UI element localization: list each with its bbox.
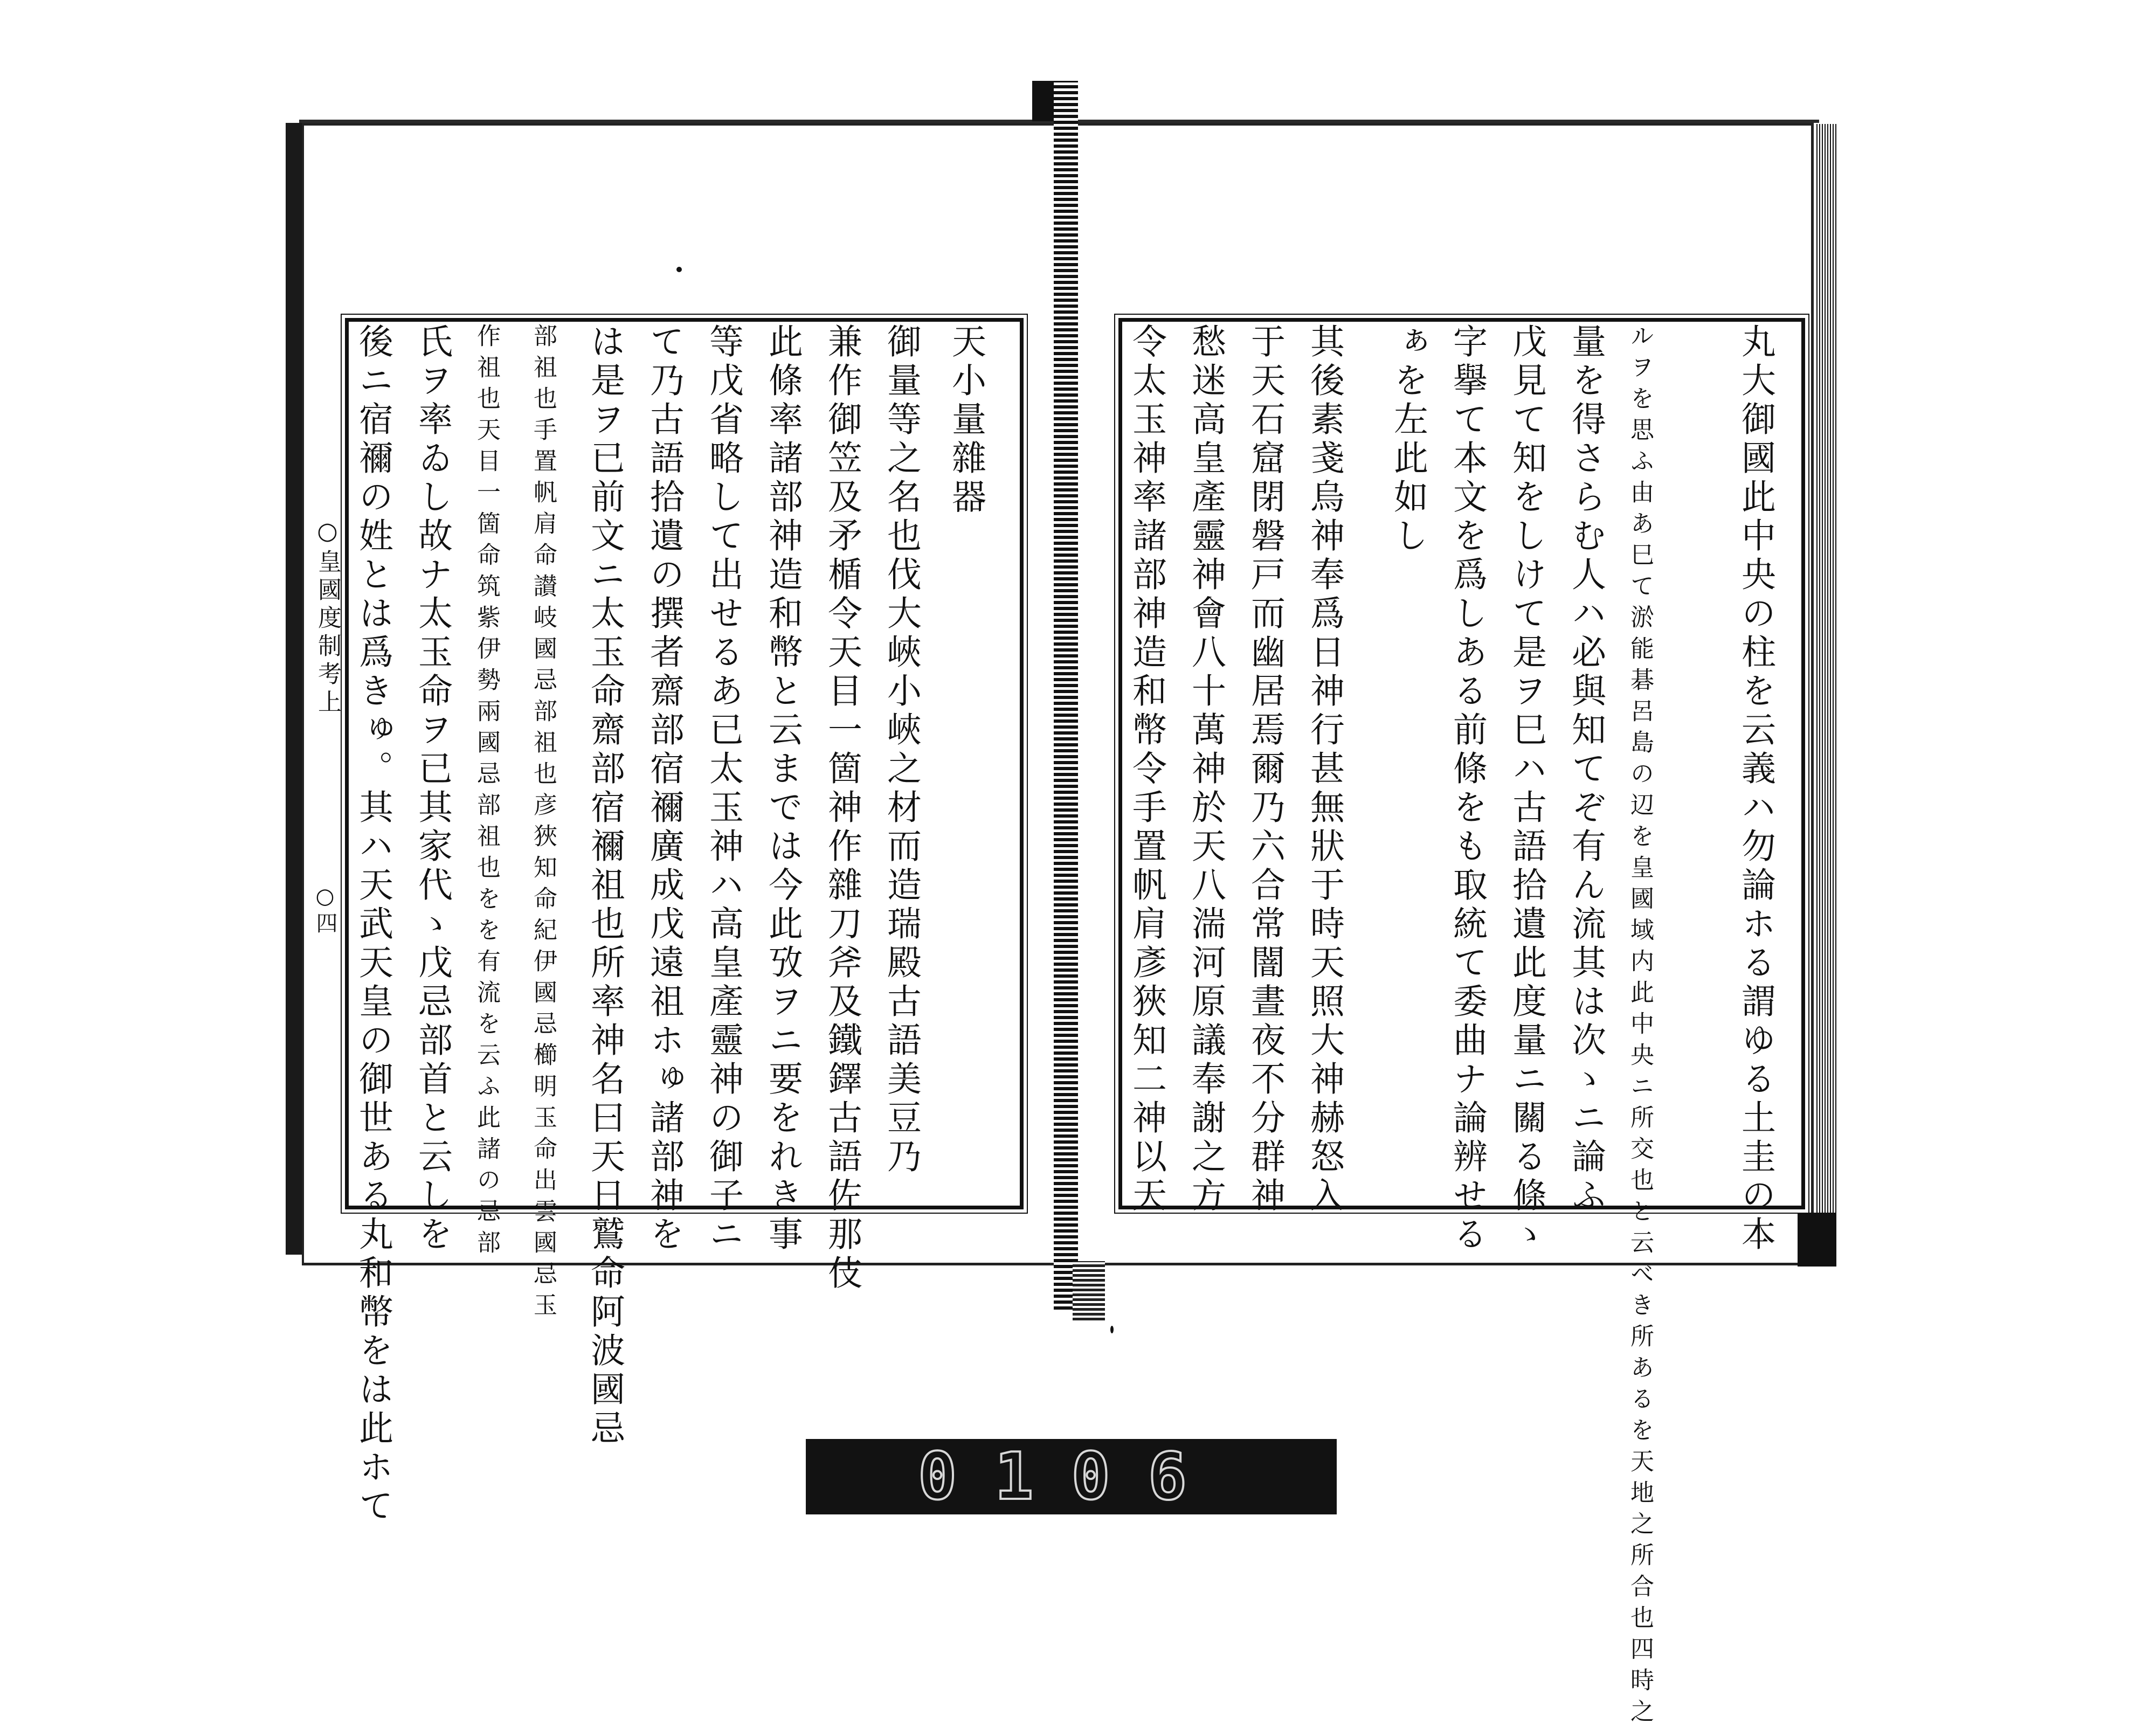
left-column-5: は是ヲ已前文ニ太玉命齋部宿禰祖也所率神名曰天日鷲命阿波國忌 <box>585 323 625 1449</box>
gutter-bottom-mark <box>1073 1261 1105 1320</box>
fore-edge-tab <box>1798 1213 1835 1267</box>
left-column-4: 部祖也手置帆肩命讃岐國忌部祖也彦狹知命紀伊國忌櫛明玉命出雲國忌玉 <box>529 323 557 1324</box>
scan-speck <box>1110 1326 1114 1333</box>
reel-number-box <box>806 1439 1337 1514</box>
left-column-2: 氏ヲ率ゐし故ナ太玉命ヲ已其家代ゝ戊忌部首と云しを <box>412 323 452 1255</box>
left-column-1: 後ニ宿禰の姓とは爲きゅ。其ハ天武天皇の御世ある丸和幣をは此ホて <box>353 323 393 1526</box>
left-column-3: 作祖也天目一箇命筑紫伊勢兩國忌部祖也をを有流を云ふ此諸の忌部 <box>473 323 500 1261</box>
right-column-6: ぁを左此如し <box>1388 323 1428 556</box>
right-column-8: 于天石窟閉磐戸而幽居焉爾乃六合常闇晝夜不分群神 <box>1245 323 1285 1216</box>
left-column-10: 御量等之名也伐大峽小峽之材而造瑞殿古語美豆乃 <box>881 323 921 1177</box>
left-column-6: て乃古語拾遺の撰者齋部宿禰廣成戊遠祖ホゅ諸部神を <box>644 323 684 1255</box>
right-column-2: ルヲを思ふ由あ巳て淤能碁呂島の辺を皇國域内此中央ニ所交也と云べき所あるを天地之所合也四時之 <box>1626 323 1654 1730</box>
right-column-10: 令太玉神率諸部神造和幣令手置帆肩彥狹知二神以天 <box>1127 323 1166 1216</box>
right-column-7: 其後素戔烏神奉爲日神行甚無狀于時天照大神赫怒入 <box>1304 323 1344 1216</box>
right-column-4: 戊見て知をしけて是ヲ巳ハ古語拾遺此度量ニ關る條ゝ <box>1507 323 1546 1255</box>
right-column-5: 字擧て本文を爲しある前條をも取統て委曲ナ論辨せる <box>1447 323 1487 1255</box>
right-column-3: 量を得さらむ人ハ必與知てぞ有ん流其は次ゝニ論ふ <box>1566 323 1606 1216</box>
book-spine-shadow <box>286 123 302 1255</box>
scan-speck <box>676 267 682 272</box>
left-column-11: 天小量雜器 <box>946 323 986 517</box>
page-fore-edge <box>1816 124 1838 1267</box>
running-title: ○皇國度制考上 <box>314 517 341 717</box>
reel-number: 0106 <box>918 1439 1225 1514</box>
left-column-9: 兼作御笠及矛楯令天目一箇神作雜刀斧及鐵鐸古語佐那伎 <box>822 323 862 1293</box>
left-column-7: 等戊省略して出せるあ已太玉神ハ高皇產靈神の御子ニ <box>703 323 743 1255</box>
page-number: ○四 <box>313 884 337 937</box>
right-column-1: 丸大御國此中央の柱を云義ハ勿論ホる謂ゆる土圭の本 <box>1736 323 1775 1255</box>
left-column-8: 此條率諸部神造和幣と云までは今此攷ヲニ要をれき事 <box>763 323 803 1255</box>
book-gutter <box>1054 81 1078 1310</box>
right-column-9: 愁迷高皇產靈神會八十萬神於天八湍河原議奉謝之方 <box>1186 323 1226 1216</box>
